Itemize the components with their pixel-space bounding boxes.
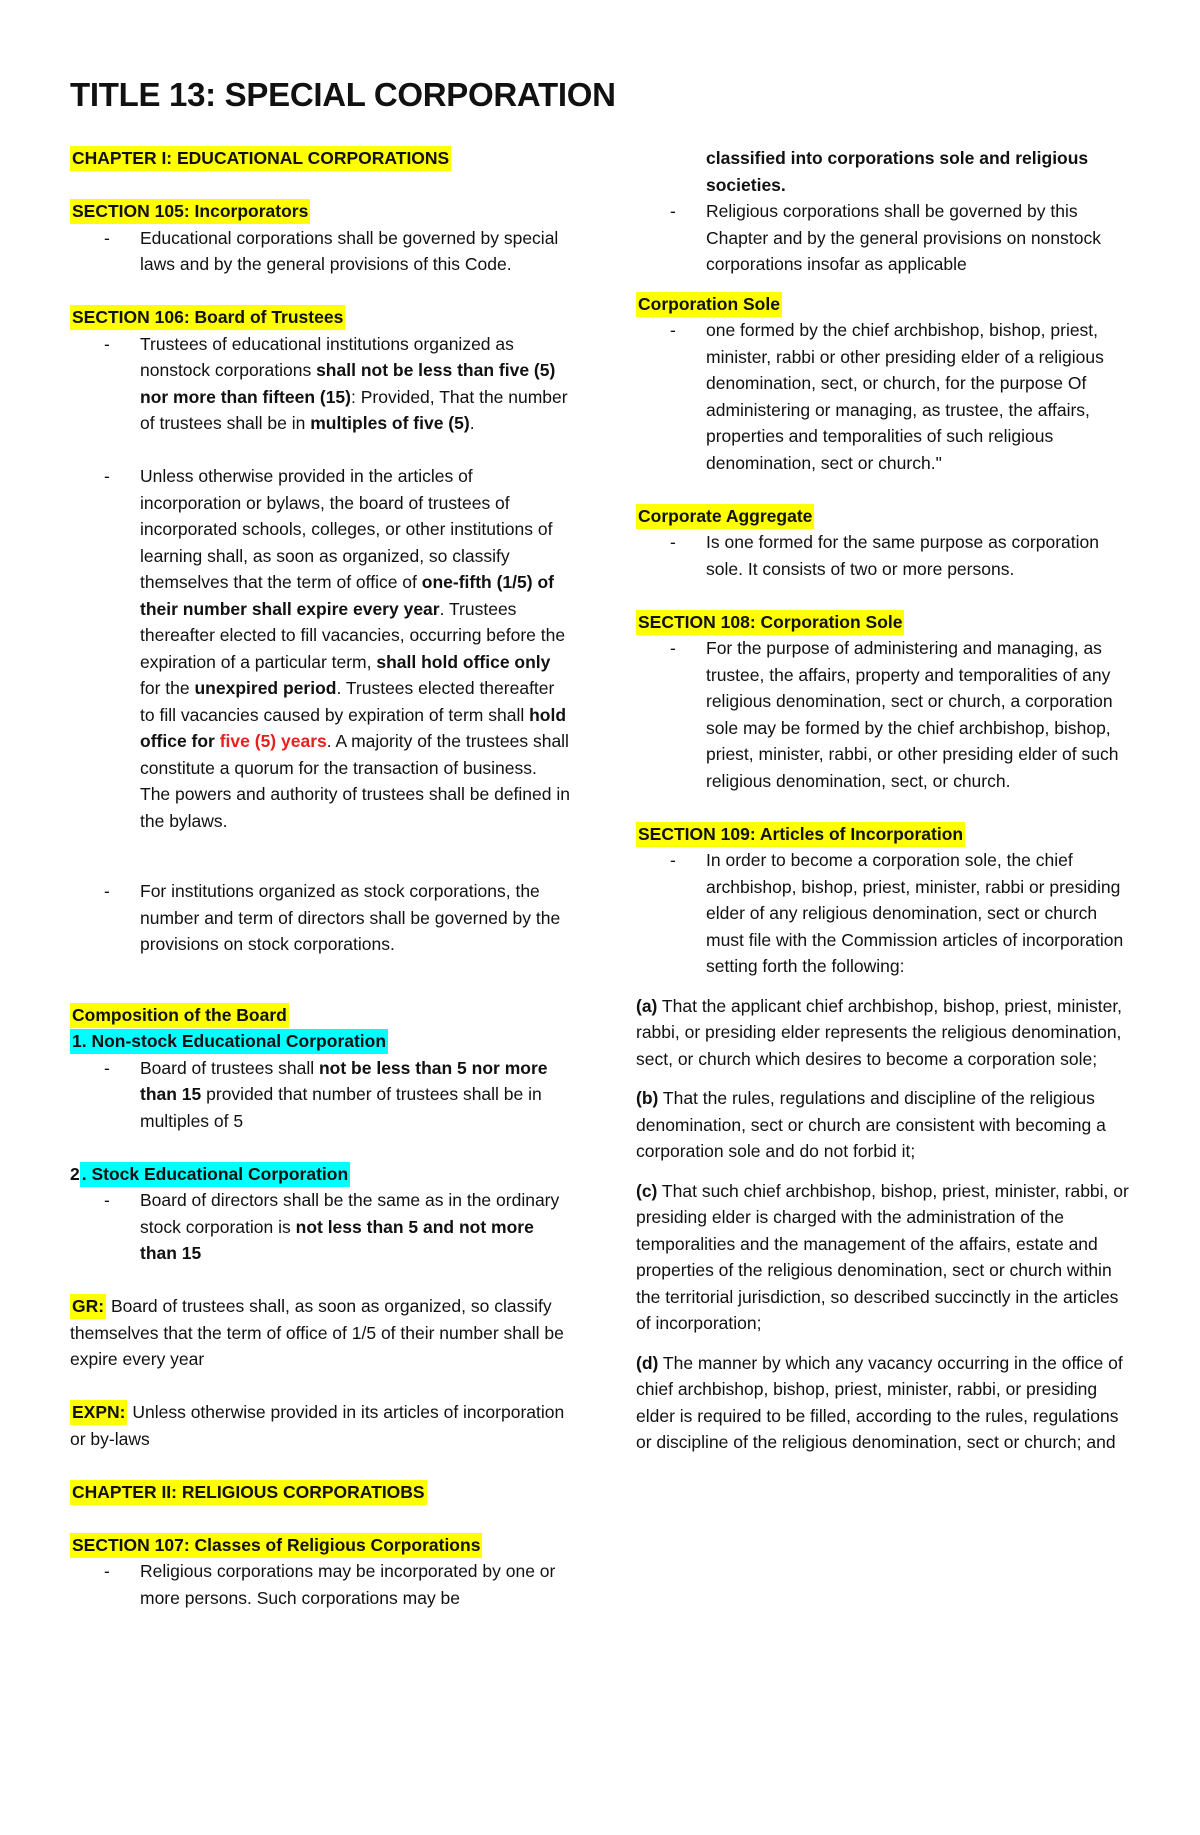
section-107-item-2: - Religious corporations shall be governed by this Chapter and by the general provisions on nonstock corporations insofar as applicable — [636, 198, 1136, 278]
section-106-item-3: - For institutions organized as stock corporations, the number and term of directors shall be governed by the provisions on stock corporations. — [70, 878, 570, 958]
composition-heading: Composition of the Board — [70, 1003, 289, 1028]
section-107-heading: SECTION 107: Classes of Religious Corporations — [70, 1533, 482, 1558]
section-105-list — [70, 225, 570, 278]
nonstock-item: - Board of trustees shall not be less than 5 nor more than 15 provided that number of trustees shall be in multiples of 5 — [70, 1055, 570, 1135]
exception: EXPN: Unless otherwise provided in its articles of incorporation or by-laws — [70, 1402, 565, 1449]
section-109-clause-c: (c) That such chief archbishop, bishop, priest, minister, rabbi, or presiding elder is charged with the administration of the temporalities and the management of the affairs, estate and properties of the religious denomination, sect or church within the territorial jurisdiction, so described succinctly in the articles of incorporation; — [636, 1180, 1129, 1333]
nonstock-heading: 1. Non-stock Educational Corporation — [70, 1029, 388, 1054]
section-109-heading: SECTION 109: Articles of Incorporation — [636, 822, 965, 847]
section-106-list — [70, 331, 570, 437]
chapter-2-heading: CHAPTER II: RELIGIOUS CORPORATIOBS — [70, 1480, 427, 1505]
section-107-item-1-cont: classified into corporations sole and religious societies. — [706, 148, 1089, 195]
general-rule: GR: Board of trustees shall, as soon as organized, so classify themselves that the term of office of 1/5 of their number shall be expire every year — [70, 1296, 564, 1369]
chapter-1-heading: CHAPTER I: EDUCATIONAL CORPORATIONS — [70, 146, 451, 171]
corporate-aggregate-heading: Corporate Aggregate — [636, 504, 814, 529]
section-106-heading: SECTION 106: Board of Trustees — [70, 305, 345, 330]
section-106-item-2: - Unless otherwise provided in the articles of incorporation or bylaws, the board of trustees of incorporated schools, colleges, or other institutions of learning shall, as soon as organized, so classify themselves that the term of office of one-fifth (1/5) of their number shall expire every year. Trustees thereafter elected to fill vacancies, occurring before the expiration of a particular term, shall hold office only for the unexpired period. Trustees elected thereafter to fill vacancies caused by expiration of term shall hold office for five (5) years. A majority of the trustees shall constitute a quorum for the transaction of business. The powers and authority of trustees shall be defined in the bylaws. — [70, 463, 570, 834]
section-109-clause-d: (d) The manner by which any vacancy occurring in the office of chief archbishop, bishop, priest, minister, rabbi, or presiding elder is required to be filled, according to the rules, regulations or discipline of the religious denomination, sect or church; and — [636, 1352, 1123, 1452]
corporation-sole-item: - one formed by the chief archbishop, bishop, priest, minister, rabbi or other presiding elder of a religious denomination, sect, or church, for the purpose Of administering or managing, as trustee, the affairs, properties and temporalities of such religious denomination, sect or church." — [636, 317, 1136, 476]
stock-item: - Board of directors shall be the same as in the ordinary stock corporation is not less than 5 and not more than 15 — [70, 1187, 570, 1267]
page-title: TITLE 13: SPECIAL CORPORATION — [70, 76, 616, 113]
section-107-item-1: - Religious corporations may be incorporated by one or more persons. Such corporations may be — [70, 1558, 570, 1611]
section-105-item: - Educational corporations shall be governed by special laws and by the general provisions of this Code. — [70, 225, 570, 278]
right-column — [636, 145, 1136, 1456]
corporation-sole-heading: Corporation Sole — [636, 292, 782, 317]
section-108-item: - For the purpose of administering and managing, as trustee, the affairs, property and temporalities of any religious denomination, sect or church, a corporation sole may be formed by the chief archbishop, bishop, priest, minister, rabbi, or other presiding elder of such religious denomination, sect, or church. — [636, 635, 1136, 794]
left-column — [70, 145, 570, 1611]
section-109-item: - In order to become a corporation sole, the chief archbishop, bishop, priest, minister, rabbi or presiding elder of any religious denomination, sect or church must file with the Commission articles of incorporation setting forth the following: — [636, 847, 1136, 980]
section-109-clause-b: (b) That the rules, regulations and discipline of the religious denomination, sect or church are consistent with becoming a corporation sole and do not forbid it; — [636, 1088, 1106, 1161]
corporate-aggregate-item: - Is one formed for the same purpose as corporation sole. It consists of two or more persons. — [636, 529, 1136, 582]
stock-heading: 2 . Stock Educational Corporation — [70, 1161, 570, 1188]
section-105-heading: SECTION 105: Incorporators — [70, 199, 310, 224]
section-108-heading: SECTION 108: Corporation Sole — [636, 610, 904, 635]
section-106-item-1: - Trustees of educational institutions organized as nonstock corporations shall not be less than five (5) nor more than fifteen (15): Provided, That the number of trustees shall be in multiples of five (5). — [70, 331, 570, 437]
section-109-clause-a: (a) That the applicant chief archbishop, bishop, priest, minister, rabbi, or presiding elder represents the religious denomination, sect, or church which desires to become a corporation sole; — [636, 995, 1123, 1069]
